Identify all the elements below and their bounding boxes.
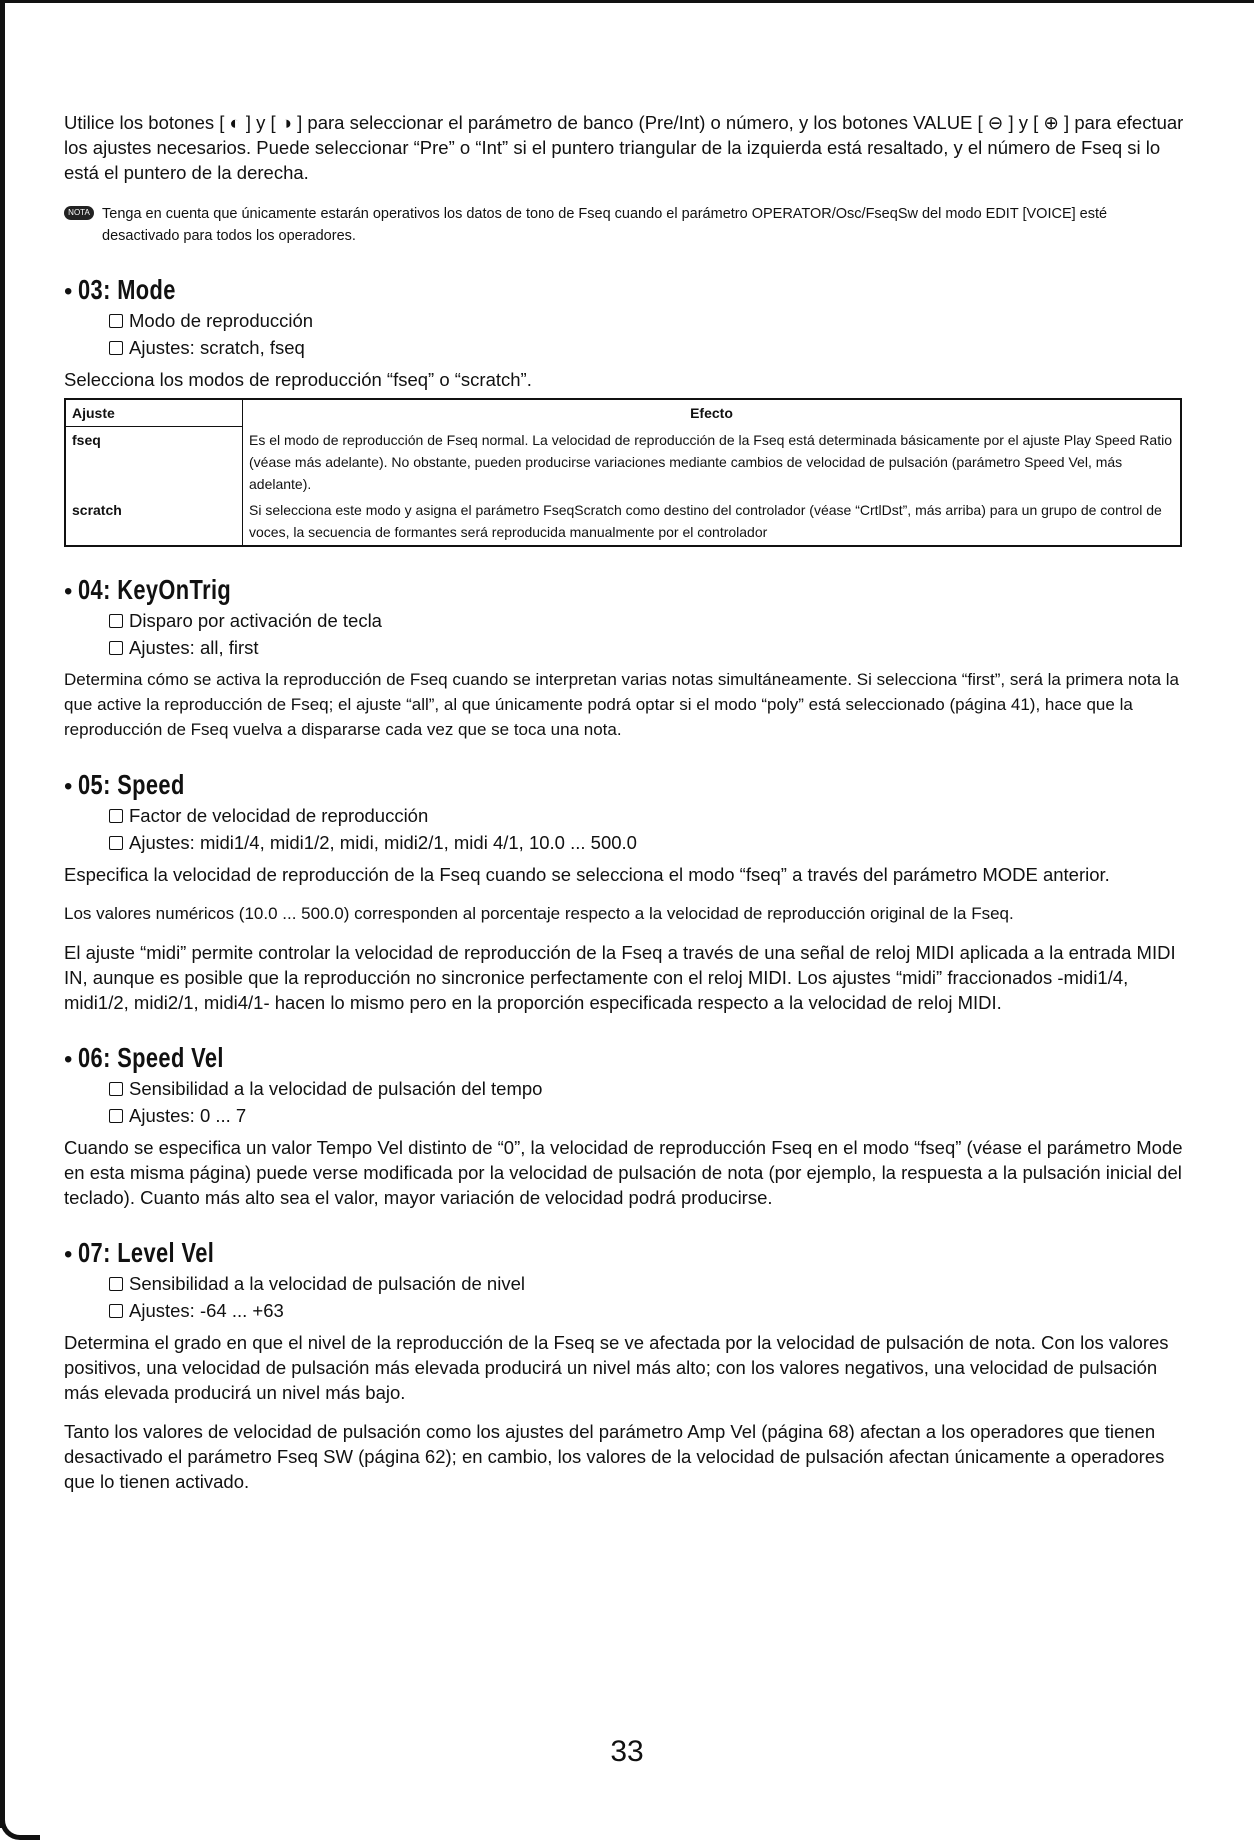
page-border-top	[0, 0, 1254, 3]
intro-paragraph: Utilice los botones [ ◐ ] y [ ◑ ] para seleccionar el parámetro de banco (Pre/Int) o número, y los botones VALUE [ ⊖ ] y [ ⊕ ] para efectuar los ajustes necesarios. Puede seleccionar “Pre” o “Int” si el puntero triangular de la izquierda está resaltado, y el número de Fseq si lo está el puntero de la derecha.	[64, 112, 1184, 183]
parameter-name: Sensibilidad a la velocidad de pulsación del tempo	[109, 1075, 1184, 1102]
table-row	[65, 497, 1181, 546]
note-block	[64, 203, 1184, 247]
section-speed	[64, 768, 1184, 1015]
checkbox-icon	[109, 1109, 123, 1123]
table-header-row	[65, 399, 1181, 427]
table-row	[65, 427, 1181, 497]
parameter-settings: Ajustes: all, first	[109, 634, 1184, 661]
page-border-corner	[0, 1820, 40, 1840]
table-cell-setting: fseq	[65, 427, 243, 497]
section-description-2: Los valores numéricos (10.0 ... 500.0) corresponden al porcentaje respecto a la velocidad de reproducción original de la Fseq.	[64, 903, 1014, 923]
parameter-name: Disparo por activación de tecla	[109, 607, 1184, 634]
section-heading: 05: Speed	[78, 768, 186, 800]
bullet-icon: •	[64, 1240, 73, 1268]
checkbox-icon	[109, 1082, 123, 1096]
section-heading: 03: Mode	[78, 274, 177, 305]
section-description: Determina el grado en que el nivel de la reproducción de la Fseq se ve afectada por la velocidad de pulsación de nota. Con los valores positivos, una velocidad de pulsación más elevada producirá un nivel más alto; con los valores negativos, una velocidad de pulsación más elevada producirá un nivel más bajo.	[64, 1331, 1169, 1403]
section-level-vel	[64, 1236, 1184, 1494]
section-heading: 06: Speed Vel	[78, 1041, 225, 1073]
parameter-name: Sensibilidad a la velocidad de pulsación de nivel	[109, 1270, 1184, 1297]
checkbox-icon	[109, 1277, 123, 1291]
checkbox-icon	[109, 614, 123, 628]
section-mode	[64, 273, 1184, 547]
parameter-settings: Ajustes: scratch, fseq	[109, 334, 1184, 361]
parameter-name: Modo de reproducción	[109, 307, 1184, 334]
section-description: Especifica la velocidad de reproducción de la Fseq cuando se selecciona el modo “fseq” a través del parámetro MODE anterior.	[64, 863, 1110, 885]
bullet-icon: •	[64, 772, 73, 800]
checkbox-icon	[109, 809, 123, 823]
table-header-efecto: Efecto	[690, 405, 733, 421]
parameter-settings: Ajustes: midi1/4, midi1/2, midi, midi2/1, midi 4/1, 10.0 ... 500.0	[109, 829, 1184, 856]
section-description-3: El ajuste “midi” permite controlar la velocidad de reproducción de la Fseq a través de una señal de reloj MIDI aplicada a la entrada MIDI IN, aunque es posible que la reproducción no sincronice perfectamente con el reloj MIDI. Los ajustes “midi” fraccionados -midi1/4, midi1/2, midi2/1, midi4/1- hacen lo mismo pero en la proporción especificada respecto a la velocidad de reloj MIDI.	[64, 941, 1176, 1013]
section-heading: 07: Level Vel	[78, 1236, 215, 1268]
parameter-settings: Ajustes: -64 ... +63	[109, 1297, 1184, 1324]
table-cell-effect: Si selecciona este modo y asigna el parámetro FseqScratch como destino del controlador (véase “CrtlDst”, más arriba) para un grupo de control de voces, la secuencia de formantes será reproducida manualmente por el controlador	[249, 501, 1162, 540]
section-description-2: Tanto los valores de velocidad de pulsación como los ajustes del parámetro Amp Vel (página 68) afectan a los operadores que tienen desactivado el parámetro Fseq SW (página 62); en cambio, los valores de la velocidad de pulsación afectan únicamente a operadores que lo tienen activado.	[64, 1420, 1165, 1492]
section-description: Cuando se especifica un valor Tempo Vel distinto de “0”, la velocidad de reproducción Fseq en el modo “fseq” (véase el parámetro Mode en esta misma página) puede verse modificada por la velocidad de pulsación de nota (por ejemplo, la respuesta a la pulsación inicial del teclado). Cuanto más alto sea el valor, mayor variación de velocidad podrá producirse.	[64, 1136, 1183, 1208]
section-speed-vel	[64, 1041, 1184, 1210]
table-header-ajuste: Ajuste	[65, 399, 243, 427]
bullet-icon: •	[64, 577, 73, 605]
bullet-icon: •	[64, 278, 73, 305]
page-number: 33	[610, 1735, 644, 1768]
checkbox-icon	[109, 1304, 123, 1318]
checkbox-icon	[109, 314, 123, 328]
note-text: Tenga en cuenta que únicamente estarán operativos los datos de tono de Fseq cuando el parámetro OPERATOR/Osc/FseqSw del modo EDIT [VOICE] esté desactivado para todos los operadores.	[102, 206, 1108, 244]
page-content	[64, 110, 1184, 1494]
section-keyontrig	[64, 573, 1184, 742]
mode-table	[64, 398, 1182, 547]
section-description: Determina cómo se activa la reproducción de Fseq cuando se interpretan varias notas simultáneamente. Si selecciona “first”, será la primera nota la que active la reproducción de Fseq; el ajuste “all”, al que únicamente podrá optar si el modo “poly” está seleccionado (página 41), hace que la reproducción de Fseq vuelva a dispararse cada vez que se toca una nota.	[64, 669, 1179, 739]
table-cell-setting: scratch	[65, 497, 243, 546]
section-heading: 04: KeyOnTrig	[78, 573, 232, 605]
bullet-icon: •	[64, 1045, 73, 1073]
note-badge-icon: NOTA	[64, 206, 94, 220]
checkbox-icon	[109, 341, 123, 355]
checkbox-icon	[109, 836, 123, 850]
parameter-settings: Ajustes: 0 ... 7	[109, 1102, 1184, 1129]
page-border-left	[0, 0, 5, 1828]
checkbox-icon	[109, 641, 123, 655]
parameter-name: Factor de velocidad de reproducción	[109, 802, 1184, 829]
section-description: Selecciona los modos de reproducción “fseq” o “scratch”.	[64, 369, 532, 390]
table-cell-effect: Es el modo de reproducción de Fseq normal. La velocidad de reproducción de la Fseq está determinada básicamente por el ajuste Play Speed Ratio (véase más adelante). No obstante, pueden producirse variaciones mediante cambios de velocidad de pulsación (parámetro Speed Vel, más adelante).	[249, 431, 1172, 492]
